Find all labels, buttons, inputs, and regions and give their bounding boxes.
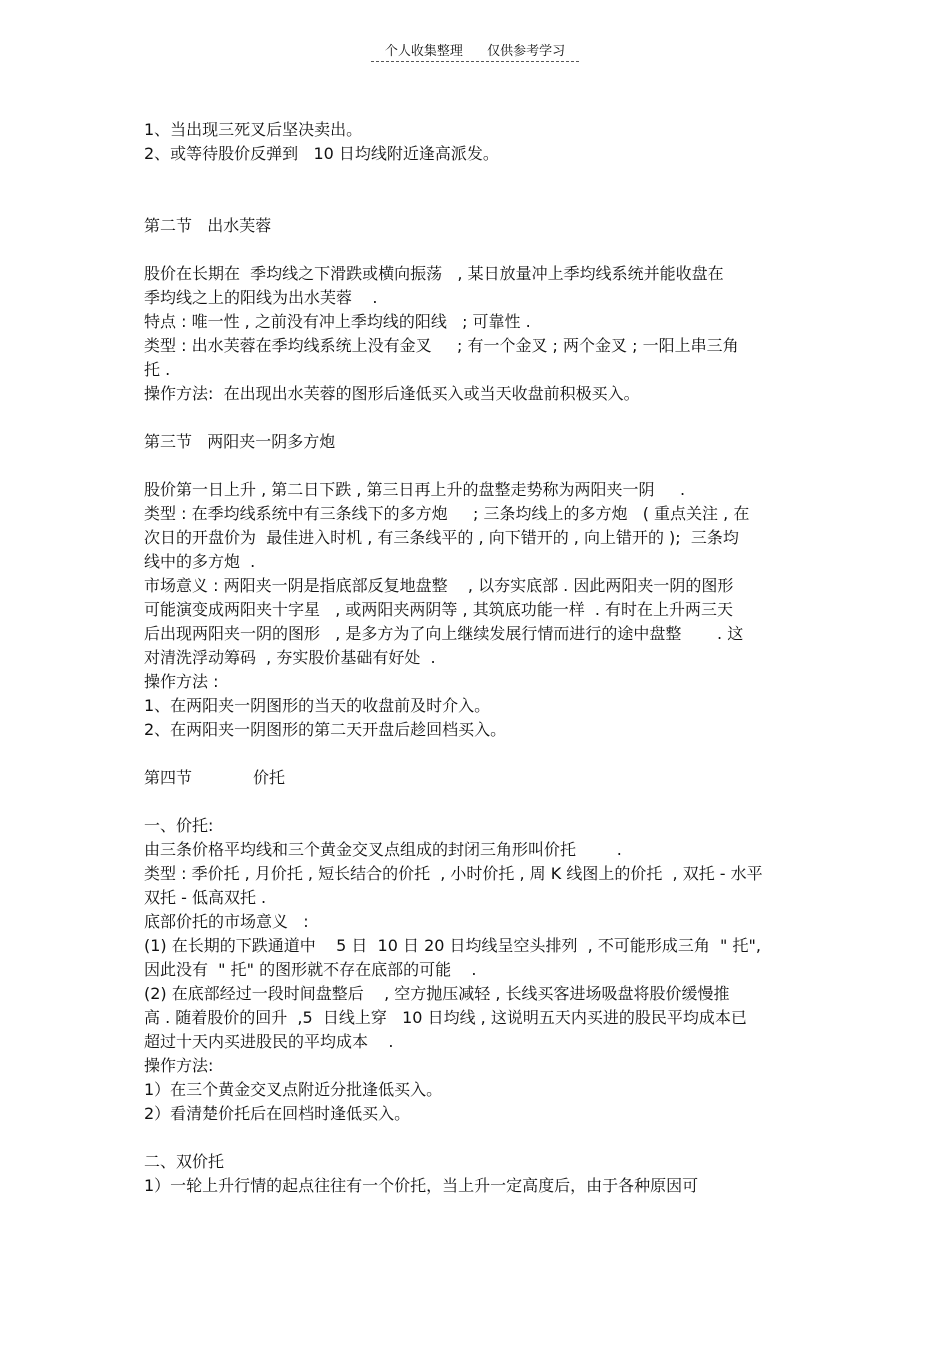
text-line: 高 . 随着股价的回升 ,5 日线上穿 10 日均线 , 这说明五天内买进的股民平均成本已 (144, 1008, 747, 1027)
text-line: 一、价托: (144, 816, 214, 835)
text-line: 2）看清楚价托后在回档时逢低买入。 (144, 1104, 411, 1123)
text-line: 双托 - 低高双托 . (144, 888, 267, 907)
header-right-text: 仅供参考学习 (487, 44, 566, 59)
blank-line (144, 190, 814, 214)
text-line: 可能演变成两阳夹十字星 , 或两阳夹两阴等 , 其筑底功能一样 . 有时在上升两三天 (144, 600, 734, 619)
text-line: 操作方法: 在出现出水芙蓉的图形后逢低买入或当天收盘前积极买入。 (144, 384, 640, 403)
text-line: 股价在长期在 季均线之下滑跌或横向振荡 , 某日放量冲上季均线系统并能收盘在 (144, 264, 724, 283)
text-line: 1、当出现三死叉后坚决卖出。 (144, 120, 363, 139)
text-line: 类型 : 季价托 , 月价托 , 短长结合的价托 , 小时价托 , 周 K 线图上的价托 , 双托 - 水平 (144, 864, 763, 883)
text-line: 超过十天内买进股民的平均成本 . (144, 1032, 394, 1051)
text-line: 线中的多方炮 . (144, 552, 256, 571)
text-line: 类型 : 在季均线系统中有三条线下的多方炮 ; 三条均线上的多方炮 ( 重点关注 , 在 (144, 504, 750, 523)
text-line: (1) 在长期的下跌通道中 5 日 10 日 20 日均线呈空头排列 , 不可能形成三角 " 托", (144, 936, 761, 955)
header-left-text: 个人收集整理 (384, 44, 463, 59)
blank-line (144, 166, 814, 190)
text-line: 1）在三个黄金交叉点附近分批逢低买入。 (144, 1080, 443, 1099)
text-line: 后出现两阳夹一阴的图形 , 是多方为了向上继续发展行情而进行的途中盘整 . 这 (144, 624, 744, 643)
section-heading: 第四节 价托 (144, 768, 286, 787)
text-line: 操作方法: (144, 1056, 214, 1075)
section-heading: 第三节 两阳夹一阴多方炮 (144, 432, 336, 451)
blank-line (144, 406, 814, 430)
text-line: 次日的开盘价为 最佳进入时机 , 有三条线平的 , 向下错开的 , 向上错开的 ); 三条均 (144, 528, 739, 547)
header-underlined-text (371, 40, 579, 62)
text-line: 2、在两阳夹一阴图形的第二天开盘后趁回档买入。 (144, 720, 507, 739)
text-line: 因此没有 " 托" 的图形就不存在底部的可能 . (144, 960, 477, 979)
blank-line (144, 790, 814, 814)
text-line: 托 . (144, 360, 171, 379)
section-heading: 第二节 出水芙蓉 (144, 216, 272, 235)
page-header (0, 40, 950, 62)
text-line: 由三条价格平均线和三个黄金交叉点组成的封闭三角形叫价托 . (144, 840, 622, 859)
text-line: 2、或等待股价反弹到 10 日均线附近逢高派发。 (144, 144, 499, 163)
text-line: 二、双价托 (144, 1152, 225, 1171)
text-line: (2) 在底部经过一段时间盘整后 , 空方抛压减轻 , 长线买客进场吸盘将股价缓慢推 (144, 984, 730, 1003)
text-line: 1）一轮上升行情的起点往往有一个价托，当上升一定高度后，由于各种原因可 (144, 1176, 699, 1195)
blank-line (144, 454, 814, 478)
text-line: 操作方法 : (144, 672, 219, 691)
text-line: 类型 : 出水芙蓉在季均线系统上没有金叉 ; 有一个金叉 ; 两个金叉 ; 一阳上串三角 (144, 336, 739, 355)
text-line: 1、在两阳夹一阴图形的当天的收盘前及时介入。 (144, 696, 491, 715)
text-line: 对清洗浮动筹码 , 夯实股价基础有好处 . (144, 648, 436, 667)
blank-line (144, 1126, 814, 1150)
text-line: 市场意义 : 两阳夹一阴是指底部反复地盘整 , 以夯实底部 . 因此两阳夹一阴的图形 (144, 576, 734, 595)
text-line: 底部价托的市场意义 : (144, 912, 309, 931)
text-line: 股价第一日上升 , 第二日下跌 , 第三日再上升的盘整走势称为两阳夹一阴 . (144, 480, 686, 499)
document-body (144, 118, 814, 1198)
text-line: 特点 : 唯一性 , 之前没有冲上季均线的阳线 ; 可靠性 . (144, 312, 531, 331)
blank-line (144, 238, 814, 262)
text-line: 季均线之上的阳线为出水芙蓉 . (144, 288, 378, 307)
blank-line (144, 742, 814, 766)
